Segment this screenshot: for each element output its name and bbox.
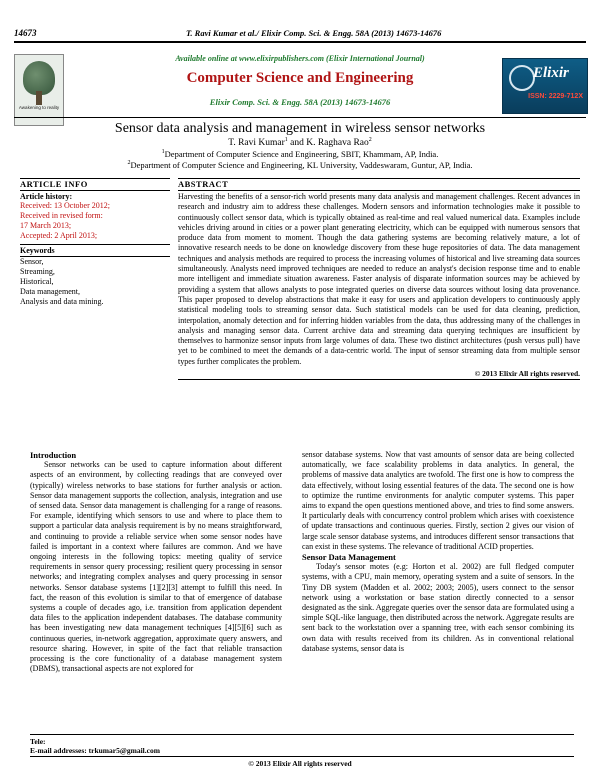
logo-name: Elixir [533, 65, 569, 81]
author-2-sup: 2 [368, 137, 372, 143]
author-1-sup: 1 [284, 137, 288, 143]
logo-issn: ISSN: 2229-712X [528, 93, 583, 100]
affiliation-1 [14, 149, 586, 159]
page-number: 14673 [14, 28, 37, 38]
article-info-panel [20, 178, 170, 307]
affiliation-1-text: Department of Computer Science and Engineering, SBIT, Khammam, AP, India. [164, 149, 439, 159]
received-date: Received: 13 October 2012; [20, 201, 110, 210]
publisher-tree-logo [14, 54, 64, 126]
author-conjunction: and [287, 138, 307, 149]
footnote-tele: Tele: [30, 737, 46, 746]
author-1: T. Ravi Kumar [228, 138, 285, 149]
footnote-rule [30, 734, 574, 735]
paper-title: Sensor data analysis and management in wireless sensor networks [114, 121, 486, 136]
header-rule [14, 41, 586, 43]
introduction-text: Sensor networks can be used to capture information about different aspects of an environment, by collecting readings that are conveyed over (typically) wireless networks to base stations for further analysis or action. Sensor data management supports the collection, analysis, integration and use of sensed data. Sensor data management is challenging for a range of reasons. For example, identifying which sensors to use and where to place them to support a particular data analysis requirement is by no means straightforward, and continuing to provide a reliable service when some sensor nodes have failed is important in a context where failures are common. And we have ongoing interests in the following topics: meeting quality of service requirements in sensor query processing; resilient query processing in sensor networks; and integrating complex analyses and query processing in sensor networks. Sensor database systems [1][2][3] attempt to fulfill this need. In fact, the reason of this evolution is similar to that of emergence of database systems a couple of decades ago, i.e. transition from application dependent data files to the application independent databases. The database community has been investigating new data management techniques [4][5][6] such as continuous queries, in-network aggregation, approximate query answers, and resource sharing. However, in spite of the fact that reliable transaction processing is the core functionality of a database management system (DBMS), transactional aspects are not explored for [30, 460, 282, 674]
keyword-item: Sensor, [20, 257, 44, 266]
keyword-item: Historical, [20, 277, 54, 286]
footer-rule [30, 756, 574, 757]
tree-icon [23, 61, 55, 95]
introduction-heading: Introduction [30, 450, 77, 460]
body-column-left [30, 450, 282, 674]
sensor-data-management-text: Today's sensor motes (e.g: Horton et al. 2002) are full fledged computer systems, with a CPU, main memory, operating system and a suite of sensors. In the Tiny DB system (Madden et al. 2002; 2003; 2005), users connect to the sensor network using a workstation or base station directly connected to a sensor designated as the sink. Aggregate queries over the sensor data are formulated using a simple SQL-like language, then distributed across the network. Aggregate results are sent back to the workstation over a spanning tree, with each sensor combining its own data with results received from its children. As in conventional relational database systems, sensor data is [302, 562, 574, 653]
article-info-heading: ARTICLE INFO [20, 179, 88, 189]
masthead-rule [14, 117, 586, 118]
accepted-date: Accepted: 2 April 2013; [20, 231, 98, 240]
available-online-line: Available online at www.elixirpublishers.com (Elixir International Journal) [175, 54, 425, 63]
footnote-email: E-mail addresses: trkumar5@gmail.com [30, 746, 160, 755]
elixir-logo [502, 58, 588, 114]
running-header-citation: T. Ravi Kumar et al./ Elixir Comp. Sci. & Engg. 58A (2013) 14673-14676 [186, 28, 442, 38]
keyword-item: Streaming, [20, 267, 55, 276]
keyword-item: Data management, [20, 287, 80, 296]
abstract-text: Harvesting the benefits of a sensor-rich world presents many data analysis and management challenges. Recent advances in research and industry aim to address these challenges. Modern sensors and information technologies make it possible to continuously collect sensor data, which is typically obtained as real-time and real valued numerical data. Examples include vehicles driving around in cities or a power plant generating electricity, which can be equipped with numerous sensors that produce data from moment to moment. Though the data gathering systems are becoming relatively mature, a lot of innovative research needs to be done on knowledge discovery from these huge repositories of data. The data management techniques and analysis methods are required to process the increasing volumes of historical and live streaming data sources simultaneously. Analysts need improved techniques are needed to reduce an analyst's decision response time and to enable more intelligent and immediate situation awareness. Faster analysis of disparate information sources may be achieved by providing a system that allows analysts to pose integrated queries on diverse data sources without losing data provenance. This paper proposed to develop abstractions that make it easy for users and application developers to continuously apply statistical modeling tools to streaming sensor data. Such statistical models can be used for data cleaning, prediction, interpolation, anomaly detection and for inferring hidden variables from the data, thus addressing many of the challenges in analysis and managing sensor data. Current archive data and streaming data querying techniques are insufficient by themselves to harmonize sensor inputs from large volumes of data. These two distinct architectures (push versus pull) have yet to be combined to meet the demands of a data-centric world. The input of sensor streaming data from multiple sensor types further complicates the problem. [178, 192, 580, 366]
column-2-text: sensor database systems. Now that vast amounts of sensor data are being collected automatically, we face scalability problems in data analytics. In general, the problems of massive data analytics are twofold. The first one is how to compress the data effectively, without losing essential features of the data. The second one is how to optimize the runtime environments for analytic computer systems. This paper aims to expand the open questions mentioned above, and tries to find some answers. It particularly deals with concurrency control problem which arises with coexistence of update transactions and continuous queries. Firstly, section 2 gives our vision of large scale sensor database systems, and introduces different sensor transactions that can exist in these systems. The relevance of traditional ACID properties. [302, 450, 574, 551]
abstract-panel [178, 178, 580, 380]
logo-ring-icon [509, 65, 535, 91]
author-2: K. Raghava Rao [306, 138, 369, 149]
affiliation-2-sup: 2 [127, 160, 131, 167]
abstract-heading: ABSTRACT [178, 179, 229, 189]
revised-date: 17 March 2013; [20, 221, 72, 230]
footer-copyright: © 2013 Elixir All rights reserved [248, 759, 352, 768]
body-column-right [302, 450, 574, 654]
revised-label: Received in revised form: [20, 211, 103, 220]
affiliation-1-sup: 1 [161, 149, 165, 156]
keywords-label: Keywords [20, 246, 55, 255]
journal-name: Computer Science and Engineering [186, 70, 414, 86]
article-history-label: Article history: [20, 192, 73, 201]
keyword-item: Analysis and data mining. [20, 297, 104, 306]
author-line [14, 137, 586, 148]
affiliation-2-text: Department of Computer Science and Engineering, KL University, Vaddeswaram, Guntur, AP, India. [130, 160, 473, 170]
affiliation-2 [14, 160, 586, 170]
sensor-data-management-heading: Sensor Data Management [302, 552, 396, 563]
journal-citation: Elixir Comp. Sci. & Engg. 58A (2013) 14673-14676 [209, 97, 391, 107]
logo-caption: Awakening to reality [18, 105, 60, 110]
abstract-copyright: © 2013 Elixir All rights reserved. [474, 369, 580, 379]
